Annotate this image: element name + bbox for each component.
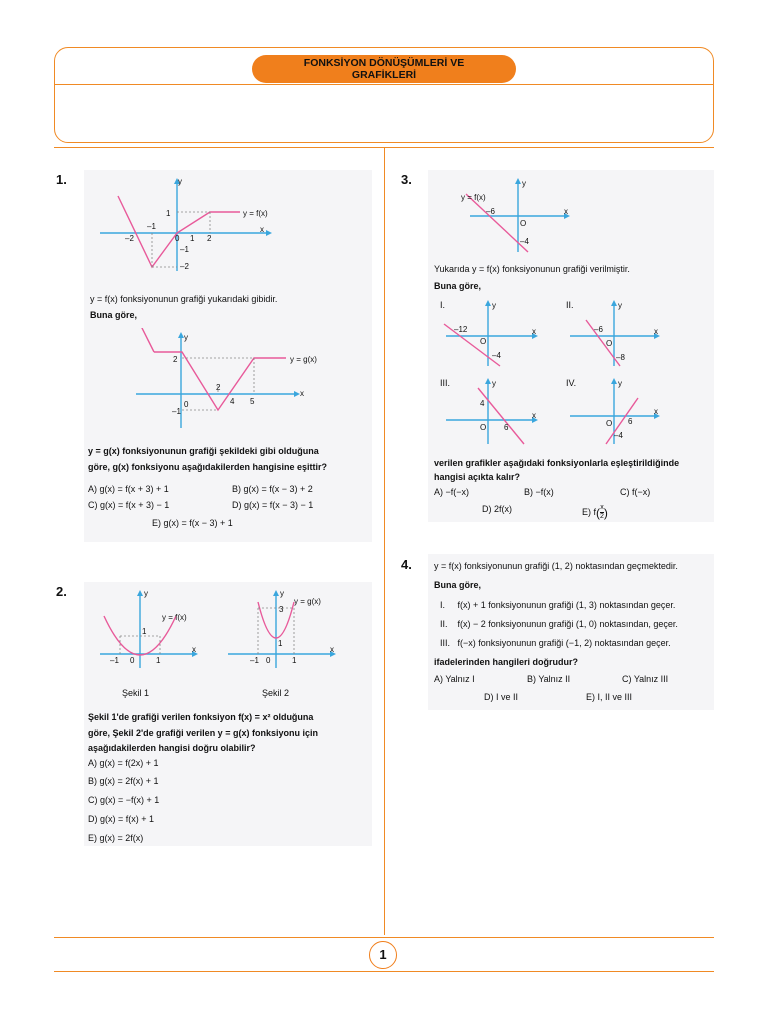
q2-option-a[interactable]: A) g(x) = f(2x) + 1 xyxy=(88,758,159,768)
q3-graph-II xyxy=(566,298,666,368)
q3-option-e-label: E) f xyxy=(582,506,597,517)
svg-text:2: 2 xyxy=(173,355,178,364)
q4-question: ifadelerinden hangileri doğrudur? xyxy=(434,657,579,667)
q3-graph-label: y = f(x) xyxy=(461,193,486,202)
q2-option-c[interactable]: C) g(x) = −f(x) + 1 xyxy=(88,795,160,805)
svg-text:x: x xyxy=(192,645,196,654)
page-number: 1 xyxy=(369,941,397,969)
svg-text:6: 6 xyxy=(628,417,633,426)
q3-question-l1: verilen grafikler aşağıdaki fonksiyonlarla eşleştirildiğinde xyxy=(434,458,680,468)
title-line-1: FONKSİYON DÖNÜŞÜMLERİ VE xyxy=(303,57,465,69)
svg-text:–2: –2 xyxy=(180,262,189,271)
q3-text-2: Buna göre, xyxy=(434,281,482,291)
svg-text:2: 2 xyxy=(207,234,212,243)
q2-question-l2: göre, Şekil 2'de grafiği verilen y = g(x) fonksiyonu için xyxy=(88,728,318,738)
q4-option-a[interactable]: A) Yalnız I xyxy=(434,674,475,684)
q3-graph-IV xyxy=(566,376,666,446)
bottom-rule xyxy=(54,937,714,938)
svg-text:y: y xyxy=(618,379,622,388)
q1-number: 1. xyxy=(56,172,67,187)
svg-text:4: 4 xyxy=(230,397,235,406)
q3-graph-I xyxy=(440,298,544,368)
q2-fig2-caption: Şekil 2 xyxy=(262,688,290,698)
q2-option-b[interactable]: B) g(x) = 2f(x) + 1 xyxy=(88,776,159,786)
svg-text:–6: –6 xyxy=(594,325,603,334)
svg-text:O: O xyxy=(480,337,487,346)
q1-text-1: y = f(x) fonksiyonunun grafiği yukarıdaki gibidir. xyxy=(90,294,278,304)
svg-text:0: 0 xyxy=(175,234,180,243)
svg-text:1: 1 xyxy=(190,234,195,243)
svg-text:5: 5 xyxy=(250,397,255,406)
svg-text:4: 4 xyxy=(480,399,485,408)
q3-text-1: Yukarıda y = f(x) fonksiyonunun grafiği verilmiştir. xyxy=(434,264,630,274)
svg-text:x: x xyxy=(532,411,536,420)
svg-text:x: x xyxy=(330,645,334,654)
svg-text:–12: –12 xyxy=(454,325,468,334)
svg-text:y: y xyxy=(144,589,148,598)
graph1-label: y = f(x) xyxy=(243,209,268,218)
svg-text:x: x xyxy=(564,207,568,216)
svg-text:y: y xyxy=(280,589,284,598)
svg-text:–1: –1 xyxy=(180,245,189,254)
q3-graph-IV-label: IV. xyxy=(566,378,577,388)
title-line-2: GRAFİKLERİ xyxy=(351,69,417,81)
svg-text:–8: –8 xyxy=(616,353,625,362)
q2-question-l3: aşağıdakilerden hangisi doğru olabilir? xyxy=(88,743,256,753)
svg-text:–2: –2 xyxy=(125,234,134,243)
svg-text:–1: –1 xyxy=(250,656,259,665)
q1-graph-f xyxy=(100,176,300,276)
svg-text:x: x xyxy=(300,389,304,398)
svg-text:O: O xyxy=(606,419,613,428)
svg-text:1: 1 xyxy=(156,656,161,665)
svg-text:–6: –6 xyxy=(486,207,495,216)
svg-text:6: 6 xyxy=(504,423,509,432)
svg-text:y: y xyxy=(522,179,526,188)
q2-fig1 xyxy=(100,588,210,672)
q2-option-d[interactable]: D) g(x) = f(x) + 1 xyxy=(88,814,155,824)
q3-option-a[interactable]: A) −f(−x) xyxy=(434,487,470,497)
svg-text:x: x xyxy=(260,225,264,234)
q4-intro: y = f(x) fonksiyonunun grafiği (1, 2) noktasından geçmektedir. xyxy=(434,561,678,571)
graph2-label: y = g(x) xyxy=(290,355,317,364)
fig2-label: y = g(x) xyxy=(294,597,321,606)
svg-text:–1: –1 xyxy=(172,407,181,416)
q3-number: 3. xyxy=(401,172,412,187)
svg-text:y: y xyxy=(618,301,622,310)
q3-graph-III-label: III. xyxy=(440,378,451,388)
q2-question-l1: Şekil 1'de grafiği verilen fonksiyon f(x) = x² olduğuna xyxy=(88,712,314,722)
svg-text:O: O xyxy=(520,219,527,228)
svg-text:x: x xyxy=(654,407,658,416)
svg-text:y: y xyxy=(492,301,496,310)
q1-option-c[interactable]: C) g(x) = f(x + 3) − 1 xyxy=(88,500,170,510)
column-divider xyxy=(384,147,385,935)
header-divider xyxy=(54,84,714,85)
q3-option-e-fraction: ( xyxy=(596,505,601,520)
svg-text:0: 0 xyxy=(266,656,271,665)
q4-item-3: III. f(−x) fonksiyonunun grafiği (−1, 2) noktasından geçer. xyxy=(440,638,671,648)
svg-text:2: 2 xyxy=(216,383,221,392)
q3-question-l2: hangisi açıkta kalır? xyxy=(434,472,521,482)
fig1-label: y = f(x) xyxy=(162,613,187,622)
svg-text:–1: –1 xyxy=(147,222,156,231)
q3-option-c[interactable]: C) f(−x) xyxy=(620,487,651,497)
q3-option-e[interactable]: E) f( $\frac{x}{2}$ ) xyxy=(582,504,608,520)
q3-option-d[interactable]: D) 2f(x) xyxy=(482,504,512,514)
footer-rule xyxy=(54,971,714,972)
svg-text:3: 3 xyxy=(279,605,284,614)
svg-text:0: 0 xyxy=(130,656,135,665)
svg-text:1: 1 xyxy=(278,639,283,648)
svg-text:–1: –1 xyxy=(110,656,119,665)
q4-option-d[interactable]: D) I ve II xyxy=(484,692,519,702)
q2-fig1-caption: Şekil 1 xyxy=(122,688,150,698)
fraction-x-over-2: $\frac{x}{2}$ xyxy=(600,504,604,520)
svg-text:O: O xyxy=(480,423,487,432)
svg-text:–4: –4 xyxy=(492,351,501,360)
q1-option-d[interactable]: D) g(x) = f(x − 3) − 1 xyxy=(232,500,314,510)
q1-question-l1: y = g(x) fonksiyonunun grafiği şekildeki gibi olduğuna xyxy=(88,446,319,456)
q2-fig2 xyxy=(228,588,348,672)
svg-text:y: y xyxy=(492,379,496,388)
svg-text:–4: –4 xyxy=(614,431,623,440)
svg-text:x: x xyxy=(654,327,658,336)
q4-option-c[interactable]: C) Yalnız III xyxy=(622,674,669,684)
q1-graph-g xyxy=(136,328,336,432)
svg-text:y: y xyxy=(178,177,182,186)
q2-number: 2. xyxy=(56,584,67,599)
svg-text:1: 1 xyxy=(292,656,297,665)
svg-text:O: O xyxy=(606,339,613,348)
q4-number: 4. xyxy=(401,557,412,572)
q4-item-2: II. f(x) − 2 fonksiyonunun grafiği (1, 0) noktasından, geçer. xyxy=(440,619,678,629)
svg-text:y: y xyxy=(184,333,188,342)
page-title xyxy=(252,55,516,83)
q1-option-e[interactable]: E) g(x) = f(x − 3) + 1 xyxy=(152,518,233,528)
q1-option-a[interactable]: A) g(x) = f(x + 3) + 1 xyxy=(88,484,169,494)
svg-text:1: 1 xyxy=(166,209,171,218)
f-curve xyxy=(118,196,240,267)
x-axis-arrow xyxy=(266,230,272,236)
q3-option-b[interactable]: B) −f(x) xyxy=(524,487,554,497)
svg-text:x: x xyxy=(532,327,536,336)
q2-option-e[interactable]: E) g(x) = 2f(x) xyxy=(88,833,144,843)
svg-text:1: 1 xyxy=(142,627,147,636)
q3-graph-I-label: I. xyxy=(440,300,446,310)
q1-text-2: Buna göre, xyxy=(90,310,138,320)
q3-graph-III xyxy=(440,376,544,446)
q4-option-e[interactable]: E) I, II ve III xyxy=(586,692,633,702)
q1-question-l2: göre, g(x) fonksiyonu aşağıdakilerden hangisine eşittir? xyxy=(88,462,328,472)
q4-item-1: I. f(x) + 1 fonksiyonunun grafiği (1, 3) noktasından geçer. xyxy=(440,600,676,610)
q4-panel xyxy=(428,554,714,710)
svg-text:–4: –4 xyxy=(520,237,529,246)
q3-graph-II-label: II. xyxy=(566,300,574,310)
q3-main-graph xyxy=(456,176,576,256)
q1-option-b[interactable]: B) g(x) = f(x − 3) + 2 xyxy=(232,484,313,494)
q4-buna: Buna göre, xyxy=(434,580,482,590)
svg-text:0: 0 xyxy=(184,400,189,409)
q4-option-b[interactable]: B) Yalnız II xyxy=(527,674,571,684)
